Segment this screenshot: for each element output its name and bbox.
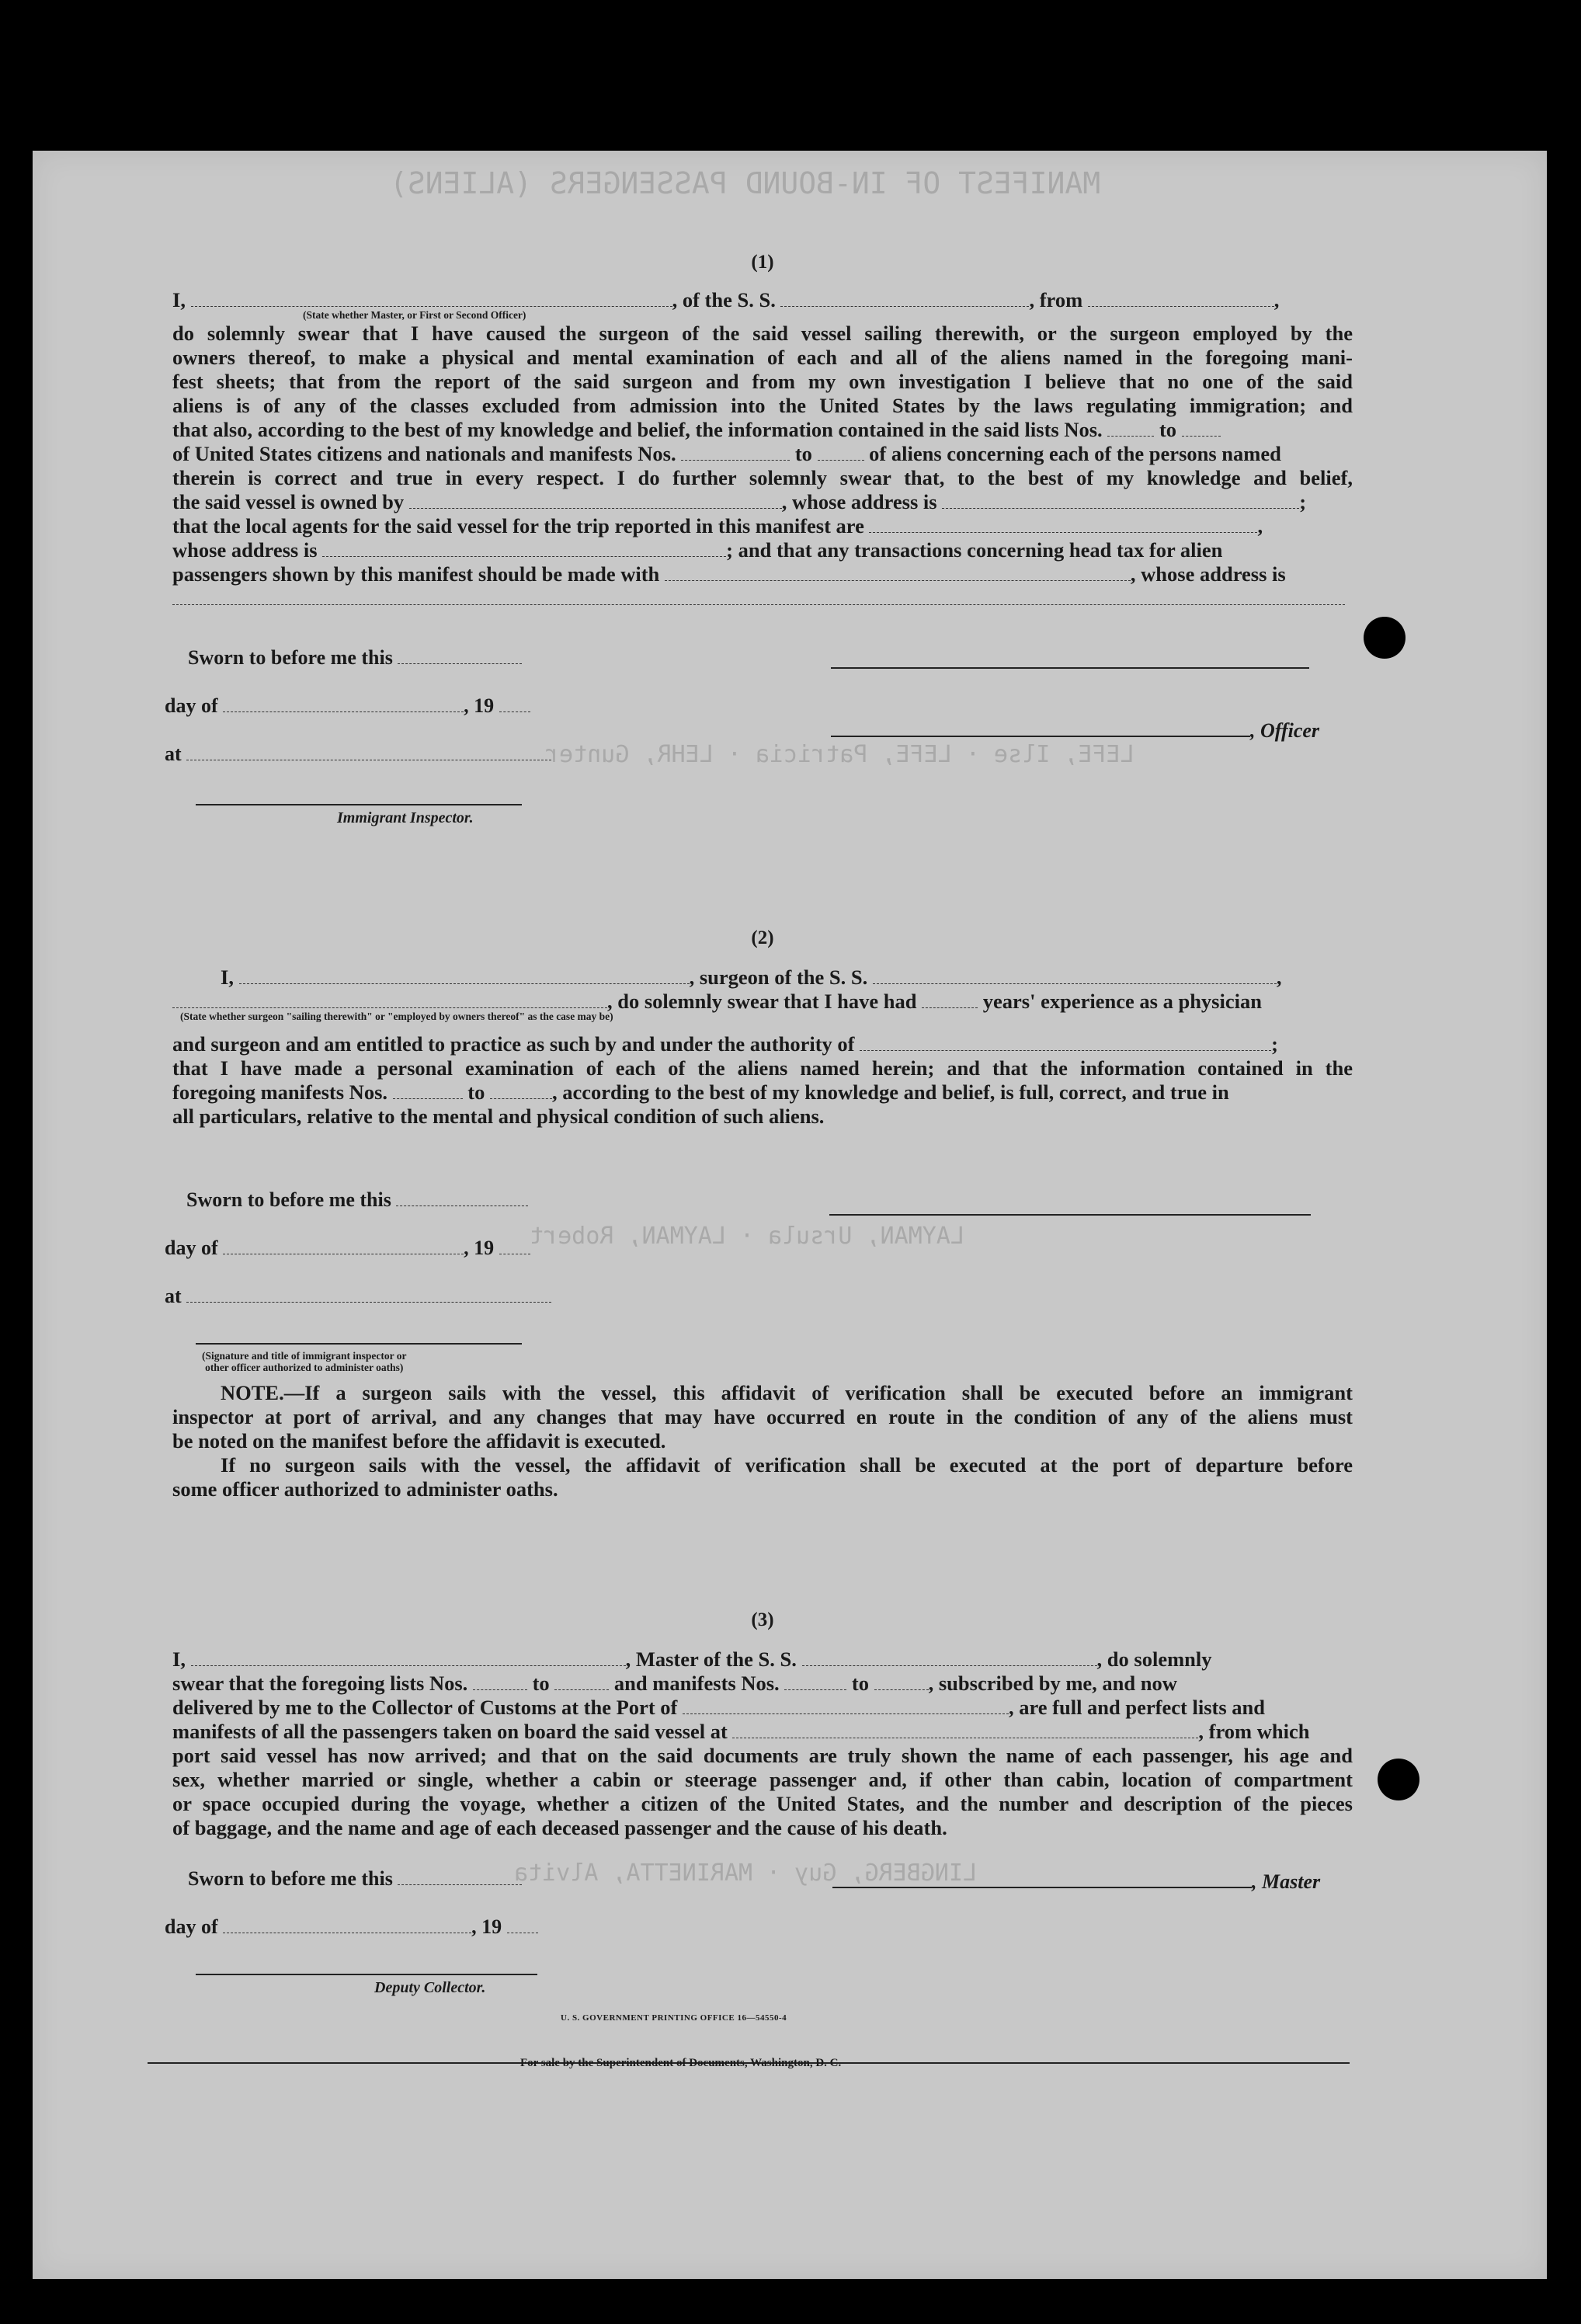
- owner-field[interactable]: [409, 491, 782, 509]
- note-1b: inspector at port of arrival, and any changes that may have occurred en route in the condition of any of the aliens must: [172, 1405, 1353, 1428]
- s3-boarding-port-field[interactable]: [732, 1720, 1198, 1738]
- s1-l7-tail: of aliens concerning each of the persons named: [869, 442, 1281, 465]
- s3-boarded-label: manifests of all the passengers taken on board the said vessel at: [172, 1720, 728, 1743]
- note-2a: If no surgeon sails with the vessel, the affidavit of verification shall be executed at the port of departure before: [221, 1453, 1353, 1477]
- s3-swear-label: , do solemnly: [1096, 1647, 1212, 1671]
- surgeon-hint: (State whether surgeon "sailing therewith" or "employed by owners thereof" as the case may be): [180, 1011, 613, 1022]
- s1-at-field[interactable]: [186, 743, 551, 760]
- s2-sworn-label: Sworn to before me this: [186, 1188, 391, 1211]
- s3-perfect-lists-label: , are full and perfect lists and: [1008, 1696, 1265, 1719]
- s2-at-line: [165, 1285, 551, 1308]
- surgeon-status-field[interactable]: [172, 990, 607, 1008]
- manifests-from-field[interactable]: [681, 443, 790, 461]
- s2-first-line: I, , surgeon of the S. S. ,: [221, 965, 1282, 989]
- s2-surgeon-signature: [829, 1198, 1311, 1221]
- s2-year-field[interactable]: [499, 1237, 530, 1254]
- vessel-name-field[interactable]: [780, 289, 1029, 307]
- agents-field[interactable]: [869, 515, 1257, 533]
- s3-manifests-from-field[interactable]: [784, 1672, 846, 1690]
- section-2-note: [172, 1381, 1353, 1501]
- departure-port-field[interactable]: [1088, 289, 1274, 307]
- s2-text-l6: all particulars, relative to the mental and physical condition of such aliens.: [172, 1105, 825, 1128]
- surgeon-name-field[interactable]: [239, 966, 690, 984]
- s1-officer-sign-rule[interactable]: [831, 736, 1250, 737]
- s1-l7-to: to: [794, 442, 812, 465]
- s3-text-l6: sex, whether married or single, whether a cabin or steerage passenger and, if other than cabin, location of compartment: [172, 1768, 1353, 1791]
- sale-imprint: For sale by the Superintendent of Documents, Washington, D. C.: [520, 2057, 842, 2069]
- s3-subscribed-label: , subscribed by me, and now: [928, 1672, 1177, 1695]
- agents-label: that the local agents for the said vessel for the trip reported in this manifest are: [172, 514, 864, 538]
- s1-text-l6: [172, 418, 1353, 442]
- owner-address-field[interactable]: [942, 491, 1299, 509]
- section-3: [172, 1608, 1353, 1840]
- lists-from-field[interactable]: [1107, 419, 1154, 437]
- s3-text-l8: of baggage, and the name and age of each deceased passenger and the cause of his death.: [172, 1816, 947, 1839]
- section-2-number: (2): [751, 927, 774, 948]
- s1-text-l8: therein is correct and true in every respect. I do further solemnly swear that, to the best of my knowledge and belief,: [172, 466, 1353, 489]
- s3-text-l2: [172, 1672, 1353, 1696]
- s2-officer-sign-rule[interactable]: [196, 1343, 522, 1345]
- surgeon-of-ss-label: , surgeon of the S. S.: [689, 965, 868, 989]
- section-1-first-line: I, , of the S. S. , from ,: [172, 288, 1280, 311]
- s3-text-l7: or space occupied during the voyage, whether a citizen of the United States, and the number and description of the pieces: [172, 1792, 1353, 1815]
- bleed-through-lettering: MANIFEST OF IN-BOUND PASSENGERS (ALIENS): [390, 166, 1101, 200]
- s1-text-l2: do solemnly swear that I have caused the surgeon of the said vessel sailing therewith, or the surgeon employed by the: [172, 322, 1353, 345]
- s3-lists-to-field[interactable]: [554, 1672, 609, 1690]
- s3-day-label: day of: [165, 1915, 218, 1938]
- s1-text-l13: [172, 586, 1353, 611]
- head-tax-address-field[interactable]: [172, 587, 1345, 605]
- s3-from-which-label: , from which: [1198, 1720, 1310, 1743]
- s3-lists-from-field[interactable]: [473, 1672, 527, 1690]
- owner-address-label: , whose address is: [781, 490, 937, 513]
- manifest-form-sheet: [33, 151, 1547, 2279]
- s2-text-l4: that I have made a personal examination of each of the aliens named herein; and that the information contained in the: [172, 1056, 1353, 1080]
- s1-text-l11: [172, 538, 1353, 562]
- s1-officer-name-line: [831, 651, 1309, 674]
- s2-sworn-line: [165, 1188, 528, 1212]
- agents-address-label: whose address is: [172, 538, 318, 562]
- note-2b: some officer authorized to administer oaths.: [172, 1477, 558, 1501]
- s3-master-signature: [832, 1870, 1320, 1894]
- s3-sworn-label: Sworn to before me this: [188, 1867, 393, 1890]
- s2-day-line: [165, 1237, 530, 1260]
- s1-inspector-line[interactable]: [196, 804, 522, 805]
- s3-manifests-to-label: to: [851, 1672, 869, 1695]
- s2-authority-label: and surgeon and am entitled to practice as such by and under the authority of: [172, 1032, 855, 1056]
- section-1-number: (1): [751, 252, 774, 273]
- s1-text-l9: the said vessel is owned by , whose address is ;: [172, 490, 1307, 513]
- punch-hole-top: [1364, 617, 1406, 659]
- owned-by-label: the said vessel is owned by: [172, 490, 405, 513]
- s2-swear-label: , do solemnly swear that I have had: [607, 990, 917, 1013]
- lists-to-field[interactable]: [1182, 419, 1221, 437]
- section-3-number: (3): [751, 1609, 774, 1630]
- s3-year-field[interactable]: [507, 1915, 538, 1933]
- s1-l6-text: that also, according to the best of my knowledge and belief, the information contained in the said lists Nos.: [172, 418, 1103, 441]
- s1-day-line: [165, 694, 530, 718]
- note-1c: be noted on the manifest before the affidavit is executed.: [172, 1429, 666, 1452]
- s3-sworn-date-field[interactable]: [398, 1867, 522, 1885]
- section-2: [172, 926, 1353, 1129]
- s2-surgeon-sign-rule[interactable]: [829, 1214, 1311, 1216]
- s1-day-label: day of: [165, 694, 218, 717]
- s2-sig-hint-2: other officer authorized to administer oaths): [205, 1362, 404, 1373]
- years-experience-field[interactable]: [922, 990, 978, 1008]
- authority-field[interactable]: [860, 1033, 1271, 1051]
- s1-day-field[interactable]: [223, 694, 464, 712]
- s2-years-label: years' experience as a physician: [982, 990, 1262, 1013]
- head-tax-with-label: passengers shown by this manifest should be made with: [172, 562, 660, 586]
- s3-collector-sign-line: [196, 1957, 537, 1981]
- s1-text-l7: [172, 442, 1353, 466]
- s2-sworn-date-field[interactable]: [396, 1188, 528, 1206]
- s1-text-l3: owners thereof, to make a physical and mental examination of each and all of the aliens named in the foregoing mani-: [172, 346, 1353, 369]
- s2-manifests-label: foregoing manifests Nos.: [172, 1080, 388, 1104]
- s3-text-l5: port said vessel has now arrived; and that on the said documents are truly shown the name of each passenger, his age and: [172, 1744, 1353, 1767]
- s3-i-label: I,: [172, 1647, 186, 1671]
- s2-day-label: day of: [165, 1237, 218, 1259]
- s1-text-l10: that the local agents for the said vessel for the trip reported in this manifest are ,: [172, 514, 1263, 538]
- s1-year-label: , 19: [464, 694, 495, 717]
- s3-collector-label: delivered by me to the Collector of Customs at the Port of: [172, 1696, 678, 1719]
- s3-text-l3: [172, 1696, 1353, 1720]
- officer-caption: , Officer: [1250, 719, 1320, 742]
- bleed-through-names-2: LAYMAN, Ursula · LAYMAN, Robert: [530, 1223, 964, 1250]
- s1-at-line: [165, 743, 551, 766]
- s3-manifests-label: and manifests Nos.: [613, 1672, 780, 1695]
- s3-lists-label: swear that the foregoing lists Nos.: [172, 1672, 468, 1695]
- from-label: , from: [1029, 288, 1083, 311]
- head-tax-address-label: , whose address is: [1130, 562, 1286, 586]
- s1-text-l4: fest sheets; that from the report of the said surgeon and from my own investigation I believe that no one of the said: [172, 370, 1353, 393]
- manifests-to-field[interactable]: [818, 443, 864, 461]
- section-1: [172, 250, 1353, 611]
- gpo-imprint: U. S. GOVERNMENT PRINTING OFFICE 16—54550-4: [561, 2013, 787, 2023]
- head-tax-party-field[interactable]: [665, 563, 1131, 581]
- s3-collector-caption: Deputy Collector.: [374, 1979, 486, 1996]
- s1-inspector-signature: [196, 788, 522, 811]
- s2-sig-hint-1: (Signature and title of immigrant inspector or: [202, 1350, 407, 1362]
- s3-sworn-line: [165, 1867, 522, 1891]
- bleed-through-names: LEFE, Ilse · LEFE, Patricia · LEHR, Gunter: [545, 741, 1134, 768]
- s3-master-of-ss-label: , Master of the S. S.: [625, 1647, 797, 1671]
- s3-collector-sign-rule[interactable]: [196, 1974, 537, 1975]
- s1-text-l5: aliens is of any of the classes excluded from admission into the United States by the laws regulating immigration; and: [172, 394, 1353, 417]
- officer-hint: (State whether Master, or First or Second Officer): [303, 309, 526, 321]
- s2-at-label: at: [165, 1285, 182, 1307]
- s2-text-l3: and surgeon and am entitled to practice as such by and under the authority of ;: [172, 1032, 1278, 1056]
- s2-manifests-from-field[interactable]: [393, 1081, 463, 1099]
- s2-manifests-to-field[interactable]: [490, 1081, 552, 1099]
- i-label: I,: [172, 288, 186, 311]
- s2-officer-sign-line: [196, 1327, 522, 1350]
- s3-port-field[interactable]: [683, 1696, 1009, 1714]
- s2-text-l5: [172, 1080, 1353, 1105]
- s3-first-line: [172, 1647, 1353, 1672]
- s3-year-label: , 19: [471, 1915, 502, 1938]
- of-ss-label: , of the S. S.: [672, 288, 776, 311]
- s1-inspector-caption: Immigrant Inspector.: [337, 809, 474, 826]
- s1-sworn-line: [165, 646, 522, 670]
- punch-hole-bottom: [1378, 1759, 1419, 1800]
- s1-at-label: at: [165, 743, 182, 765]
- s3-master-sign-rule[interactable]: [832, 1887, 1252, 1888]
- s3-day-line: [165, 1915, 538, 1939]
- note-1a: NOTE.—If a surgeon sails with the vessel, this affidavit of verification shall be executed before an immigrant: [221, 1381, 1353, 1404]
- s1-officer-signature: [831, 719, 1319, 743]
- s1-text-l12: [172, 562, 1353, 586]
- s1-l6-to: to: [1159, 418, 1177, 441]
- s1-year-field[interactable]: [499, 694, 530, 712]
- s2-i-label: I,: [221, 965, 234, 989]
- agents-address-field[interactable]: [322, 539, 726, 557]
- s3-text-l4: [172, 1720, 1353, 1744]
- s1-sworn-label: Sworn to before me this: [188, 646, 393, 669]
- head-tax-label: ; and that any transactions concerning head tax for alien: [726, 538, 1223, 562]
- s3-manifests-to-field[interactable]: [874, 1672, 929, 1690]
- s3-master-name-field[interactable]: [191, 1648, 626, 1666]
- s2-at-field[interactable]: [186, 1285, 551, 1303]
- s2-according-label: , according to the best of my knowledge and belief, is full, correct, and true in: [551, 1080, 1229, 1104]
- s2-day-field[interactable]: [223, 1237, 464, 1254]
- officer-name-field[interactable]: [191, 289, 672, 307]
- s3-vessel-field[interactable]: [802, 1648, 1097, 1666]
- s2-vessel-field[interactable]: [873, 966, 1277, 984]
- s2-year-label: , 19: [464, 1237, 495, 1259]
- s1-sworn-date-field[interactable]: [398, 646, 522, 664]
- s1-l7-text: of United States citizens and nationals and manifests Nos.: [172, 442, 676, 465]
- bleed-through-names-3: LINGBERG, Guy · MARINETTA, Alvita: [514, 1860, 978, 1887]
- s2-sig-hint: [202, 1350, 406, 1373]
- s1-officer-name-rule[interactable]: [831, 667, 1309, 669]
- s2-to-label: to: [467, 1080, 485, 1104]
- s3-lists-to-label: to: [532, 1672, 550, 1695]
- master-caption: , Master: [1252, 1870, 1321, 1893]
- s3-day-field[interactable]: [223, 1915, 471, 1933]
